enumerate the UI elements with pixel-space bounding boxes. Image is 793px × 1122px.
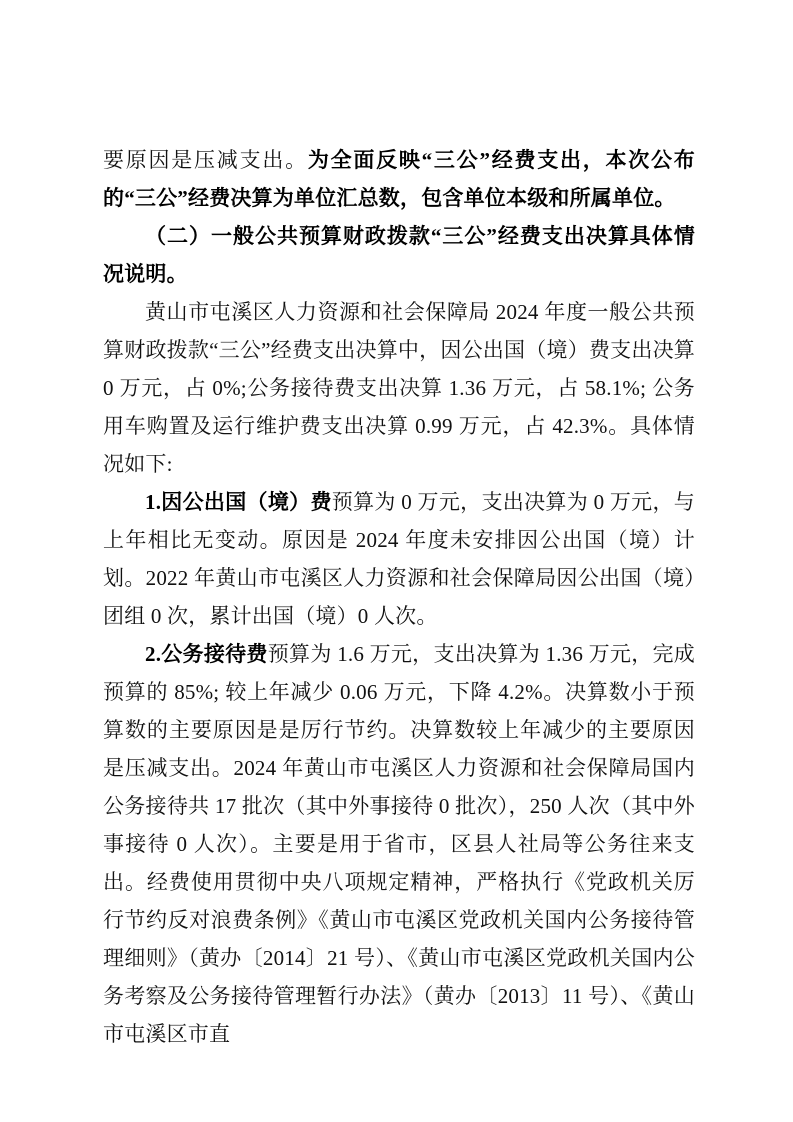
- heading-text: （二）一般公共预算财政拨款“三公”经费支出决算具体情况说明。: [103, 224, 695, 286]
- item-label-bold: 1.因公出国（境）费: [145, 490, 332, 514]
- paragraph-text: 要原因是压减支出。: [103, 148, 308, 172]
- paragraph-text: 预算为 1.6 万元，支出决算为 1.36 万元，完成预算的 85%; 较上年减少 0.06 万元，下降 4.2%。决算数小于预算数的主要原因是是厉行节约。决算数较上年减少的主要原因是压减支出。2024 年黄山市屯溪区人力资源和社会保障局国内公务接待共 17 批次（其中外事接待 0 批次），250 人次（其中外事接待 0 人次）。主要是用于省市，区县人社局等公务往来支出。经费使用贯彻中央八项规定精神，严格执行《党政机关厉行节约反对浪费条例》《黄山市屯溪区党政机关国内公务接待管理细则》（黄办〔2014〕21 号）、《黄山市屯溪区党政机关国内公务考察及公务接待管理暂行办法》（黄办〔2013〕11 号）、《黄山市屯溪区市直: [103, 642, 696, 1046]
- paragraph-text: 预算为 0 万元，支出决算为 0 万元，与上年相比无变动。原因是 2024 年度未安排因公出国（境）计划。2022 年黄山市屯溪区人力资源和社会保障局因公出国（境）团组 0 次，累计出国（境）0 人次。: [103, 490, 695, 628]
- paragraph-text: 黄山市屯溪区人力资源和社会保障局 2024 年度一般公共预算财政拨款“三公”经费支出决算中，因公出国（境）费支出决算 0 万元，占 0%;公务接待费支出决算 1.36 万元，占 58.1%; 公务用车购置及运行维护费支出决算 0.99 万元，占 42.3%。具体情况如下:: [103, 300, 695, 476]
- paragraph-item-2-reception-expense: [103, 635, 695, 1053]
- paragraph-overview: [103, 293, 695, 483]
- paragraph-text-bold: 为全面反映“三公”经费支出，本次公布的“三公”经费决算为单位汇总数，包含单位本级和所属单位。: [103, 148, 695, 210]
- document-text-block: [103, 141, 695, 1053]
- paragraph-item-1-abroad-expense: [103, 483, 695, 635]
- heading-section-two: [103, 217, 695, 293]
- item-label-bold: 2.公务接待费: [145, 642, 268, 666]
- paragraph-continuation-summary: [103, 141, 695, 217]
